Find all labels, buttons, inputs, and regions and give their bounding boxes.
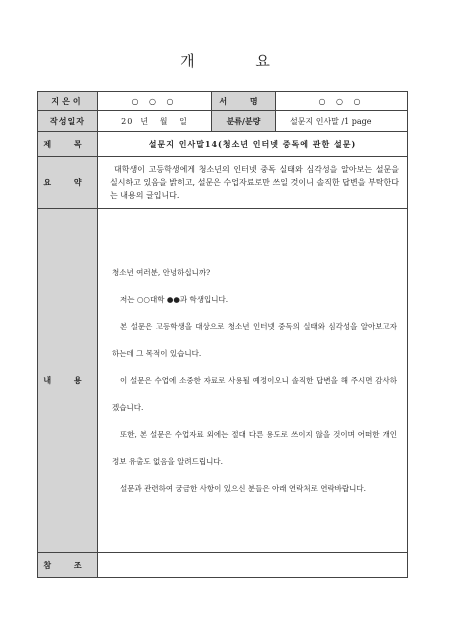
author-value: ○ ○ ○: [98, 92, 212, 111]
summary-text: 대학생이 고등학생에게 청소년의 인터넷 중독 실태와 심각성을 알아보는 설문을 실시하고 있음을 밝히고, 설문은 수업자료로만 쓰일 것이니 솔직한 답변을 부탁한다는 내용의 글입니다.: [110, 165, 399, 200]
content-body: [98, 209, 408, 553]
summary-form-table: [37, 91, 408, 578]
content-paragraph: 이 설문은 수업에 소중한 자료로 사용될 예정이오니 솔직한 답변을 해 주시면 감사하겠습니다.: [112, 376, 397, 412]
content-paragraph: 청소년 여러분, 안녕하십니까?: [112, 268, 211, 277]
author-row: [38, 92, 408, 111]
reference-value: [98, 553, 408, 578]
date-row: [38, 111, 408, 132]
content-paragraph: 저는 ○○대학 ●●과 학생입니다.: [120, 295, 229, 304]
reference-row: [38, 553, 408, 578]
subject-label: 제 목: [38, 132, 98, 157]
category-value: 설문지 인사말 /1 page: [276, 111, 408, 132]
content-label: 내 용: [38, 209, 98, 553]
reference-label: 참 조: [38, 553, 98, 578]
document-title: 개 요: [180, 52, 298, 70]
date-label: 작성일자: [38, 111, 98, 132]
summary-row: [38, 157, 408, 209]
summary-label: 요 약: [38, 157, 98, 209]
content-paragraph: 본 설문은 고등학생을 대상으로 청소년 인터넷 중독의 실태와 심각성을 알아보고자 하는데 그 목적이 있습니다.: [112, 322, 397, 358]
date-value: 20 년 월 일: [98, 111, 212, 132]
signature-label: 서 명: [212, 92, 276, 111]
author-label: 지은이: [38, 92, 98, 111]
category-label: 분류/분량: [212, 111, 276, 132]
content-paragraph: 설문과 관련하여 궁금한 사항이 있으신 분들은 아래 연락처로 연락바랍니다.: [120, 484, 367, 493]
summary-text-cell: [98, 157, 408, 209]
subject-row: [38, 132, 408, 157]
content-paragraph: 또한, 본 설문은 수업자료 외에는 절대 다른 용도로 쓰이지 않을 것이며 어떠한 개인정보 유출도 없음을 알려드립니다.: [112, 430, 397, 466]
content-row: [38, 209, 408, 553]
signature-value: ○ ○ ○: [276, 92, 408, 111]
subject-value: 설문지 인사말14(청소년 인터넷 중독에 관한 설문): [98, 132, 408, 157]
